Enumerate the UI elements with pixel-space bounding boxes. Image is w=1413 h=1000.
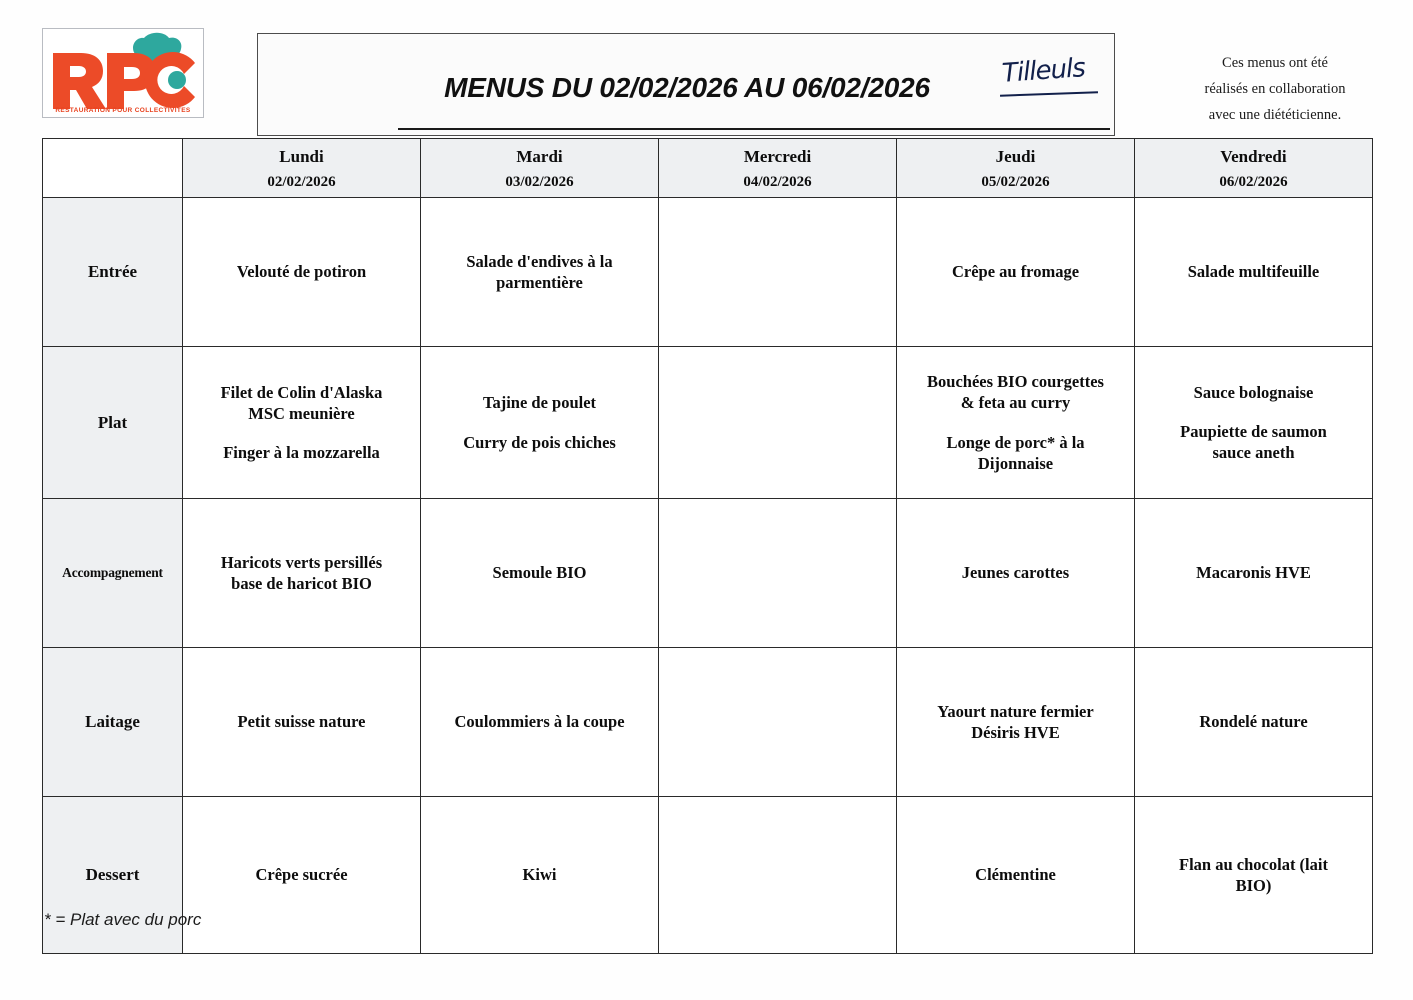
- row-label-entree: Entrée: [43, 198, 183, 347]
- menu-line: Salade multifeuille: [1187, 262, 1320, 282]
- pork-footnote: * = Plat avec du porc: [44, 910, 202, 929]
- menu-cell-dessert-mercredi: [659, 797, 897, 954]
- menu-line: MSC meunière: [248, 403, 355, 423]
- handwritten-site-note: Tilleuls: [1001, 53, 1086, 89]
- rpc-logo-icon: [43, 29, 203, 117]
- day-header-lundi: [183, 139, 421, 198]
- collab-line-3: avec une diététicienne.: [1208, 107, 1342, 123]
- menu-line: & feta au curry: [960, 393, 1071, 413]
- menu-cell-dessert-mardi: [421, 797, 659, 954]
- table-row-plat: [43, 347, 1373, 499]
- menu-cell-accompagnement-lundi: [183, 499, 421, 648]
- day-name-lundi: Lundi: [279, 146, 324, 166]
- menu-line: Curry de pois chiches: [463, 432, 616, 452]
- menu-cell-laitage-vendredi: [1135, 648, 1373, 797]
- menu-cell-laitage-mardi: [421, 648, 659, 797]
- menu-line: Macaronis HVE: [1196, 563, 1311, 583]
- table-row-dessert: [43, 797, 1373, 954]
- menu-line: Désiris HVE: [971, 723, 1060, 742]
- menu-line: Jeunes carottes: [961, 563, 1070, 583]
- row-label-plat: Plat: [43, 347, 183, 499]
- menu-line: Yaourt nature fermier: [937, 701, 1094, 721]
- menu-line: Coulommiers à la coupe: [454, 712, 625, 732]
- menu-cell-plat-vendredi: [1135, 347, 1373, 499]
- menu-cell-entree-mercredi: [659, 198, 897, 347]
- menu-line: BIO): [1235, 876, 1272, 895]
- logo-tagline: RESTAURATION POUR COLLECTIVITES: [55, 107, 191, 114]
- table-row-accompagnement: [43, 499, 1373, 648]
- menu-cell-accompagnement-mercredi: [659, 499, 897, 648]
- rpc-logo: [42, 28, 204, 118]
- title-underline: [398, 128, 1110, 130]
- menu-cell-entree-jeudi: [897, 198, 1135, 347]
- menu-cell-plat-jeudi: [897, 347, 1135, 499]
- menu-line: Velouté de potiron: [236, 262, 367, 282]
- menu-cell-plat-mercredi: [659, 347, 897, 499]
- menu-line: Kiwi: [522, 865, 557, 885]
- menu-cell-entree-lundi: [183, 198, 421, 347]
- menu-cell-laitage-mercredi: [659, 648, 897, 797]
- menu-cell-entree-mardi: [421, 198, 659, 347]
- menu-line: Rondelé nature: [1199, 712, 1308, 732]
- weekly-menu-table: [42, 138, 1373, 954]
- day-header-mercredi: [659, 139, 897, 198]
- menu-line: Crêpe sucrée: [255, 865, 348, 885]
- document-header: [0, 0, 1413, 138]
- dietitian-collaboration-note: [1150, 50, 1400, 128]
- row-label-accompagnement: Accompagnement: [43, 499, 183, 648]
- table-header: [43, 139, 1373, 198]
- menu-line: Filet de Colin d'Alaska: [220, 382, 383, 402]
- menu-line: Sauce bolognaise: [1193, 382, 1314, 402]
- menu-cell-accompagnement-mardi: [421, 499, 659, 648]
- menu-cell-dessert-lundi: [183, 797, 421, 954]
- table-row-entree: [43, 198, 1373, 347]
- menu-cell-dessert-jeudi: [897, 797, 1135, 954]
- menu-line: Haricots verts persillés: [220, 552, 383, 572]
- day-date-lundi: 02/02/2026: [267, 173, 336, 190]
- menu-line: Flan au chocolat (lait: [1179, 854, 1328, 874]
- day-header-vendredi: [1135, 139, 1373, 198]
- menu-cell-laitage-jeudi: [897, 648, 1135, 797]
- menu-line: Semoule BIO: [492, 563, 587, 583]
- menu-line: Dijonnaise: [977, 453, 1054, 473]
- table-header-row: [43, 139, 1373, 198]
- table-row-laitage: [43, 648, 1373, 797]
- menu-line: Paupiette de saumon: [1180, 421, 1327, 441]
- page-title: MENUS DU 02/02/2026 AU 06/02/2026: [444, 72, 930, 103]
- menu-line: Bouchées BIO courgettes: [927, 372, 1104, 392]
- menu-cell-laitage-lundi: [183, 648, 421, 797]
- menu-line: base de haricot BIO: [231, 574, 372, 593]
- menu-line-spacer: [430, 414, 649, 432]
- day-date-jeudi: 05/02/2026: [981, 173, 1050, 190]
- menu-line: Tajine de poulet: [482, 393, 597, 413]
- table-corner-cell: [43, 139, 183, 198]
- menu-line: Petit suisse nature: [237, 712, 366, 732]
- menu-line: sauce aneth: [1212, 443, 1295, 463]
- menu-cell-dessert-vendredi: [1135, 797, 1373, 954]
- day-header-jeudi: [897, 139, 1135, 198]
- menu-cell-accompagnement-jeudi: [897, 499, 1135, 648]
- collab-line-2: réalisés en collaboration: [1204, 81, 1346, 97]
- menu-line: Finger à la mozzarella: [223, 443, 380, 463]
- menu-line: parmentière: [496, 273, 583, 292]
- row-label-dessert: Dessert: [43, 797, 183, 954]
- day-header-mardi: [421, 139, 659, 198]
- menu-cell-plat-mardi: [421, 347, 659, 499]
- day-date-mercredi: 04/02/2026: [743, 173, 812, 190]
- menu-cell-entree-vendredi: [1135, 198, 1373, 347]
- title-box: [257, 33, 1115, 136]
- collab-line-1: Ces menus ont été: [1222, 55, 1328, 71]
- menu-line-spacer: [192, 424, 411, 442]
- menu-line-spacer: [1144, 403, 1363, 421]
- row-label-laitage: Laitage: [43, 648, 183, 797]
- menu-line-spacer: [906, 414, 1125, 432]
- menu-line: Clémentine: [975, 865, 1056, 885]
- day-date-vendredi: 06/02/2026: [1219, 173, 1288, 190]
- day-date-mardi: 03/02/2026: [505, 173, 574, 190]
- menu-line: Salade d'endives à la: [466, 251, 613, 271]
- day-name-mercredi: Mercredi: [743, 146, 812, 166]
- table-body: [43, 198, 1373, 954]
- day-name-jeudi: Jeudi: [995, 146, 1036, 166]
- menu-cell-plat-lundi: [183, 347, 421, 499]
- menu-cell-accompagnement-vendredi: [1135, 499, 1373, 648]
- day-name-vendredi: Vendredi: [1220, 146, 1287, 166]
- menu-line: Crêpe au fromage: [951, 262, 1080, 282]
- menu-line: Longe de porc* à la: [946, 432, 1085, 452]
- day-name-mardi: Mardi: [516, 146, 563, 166]
